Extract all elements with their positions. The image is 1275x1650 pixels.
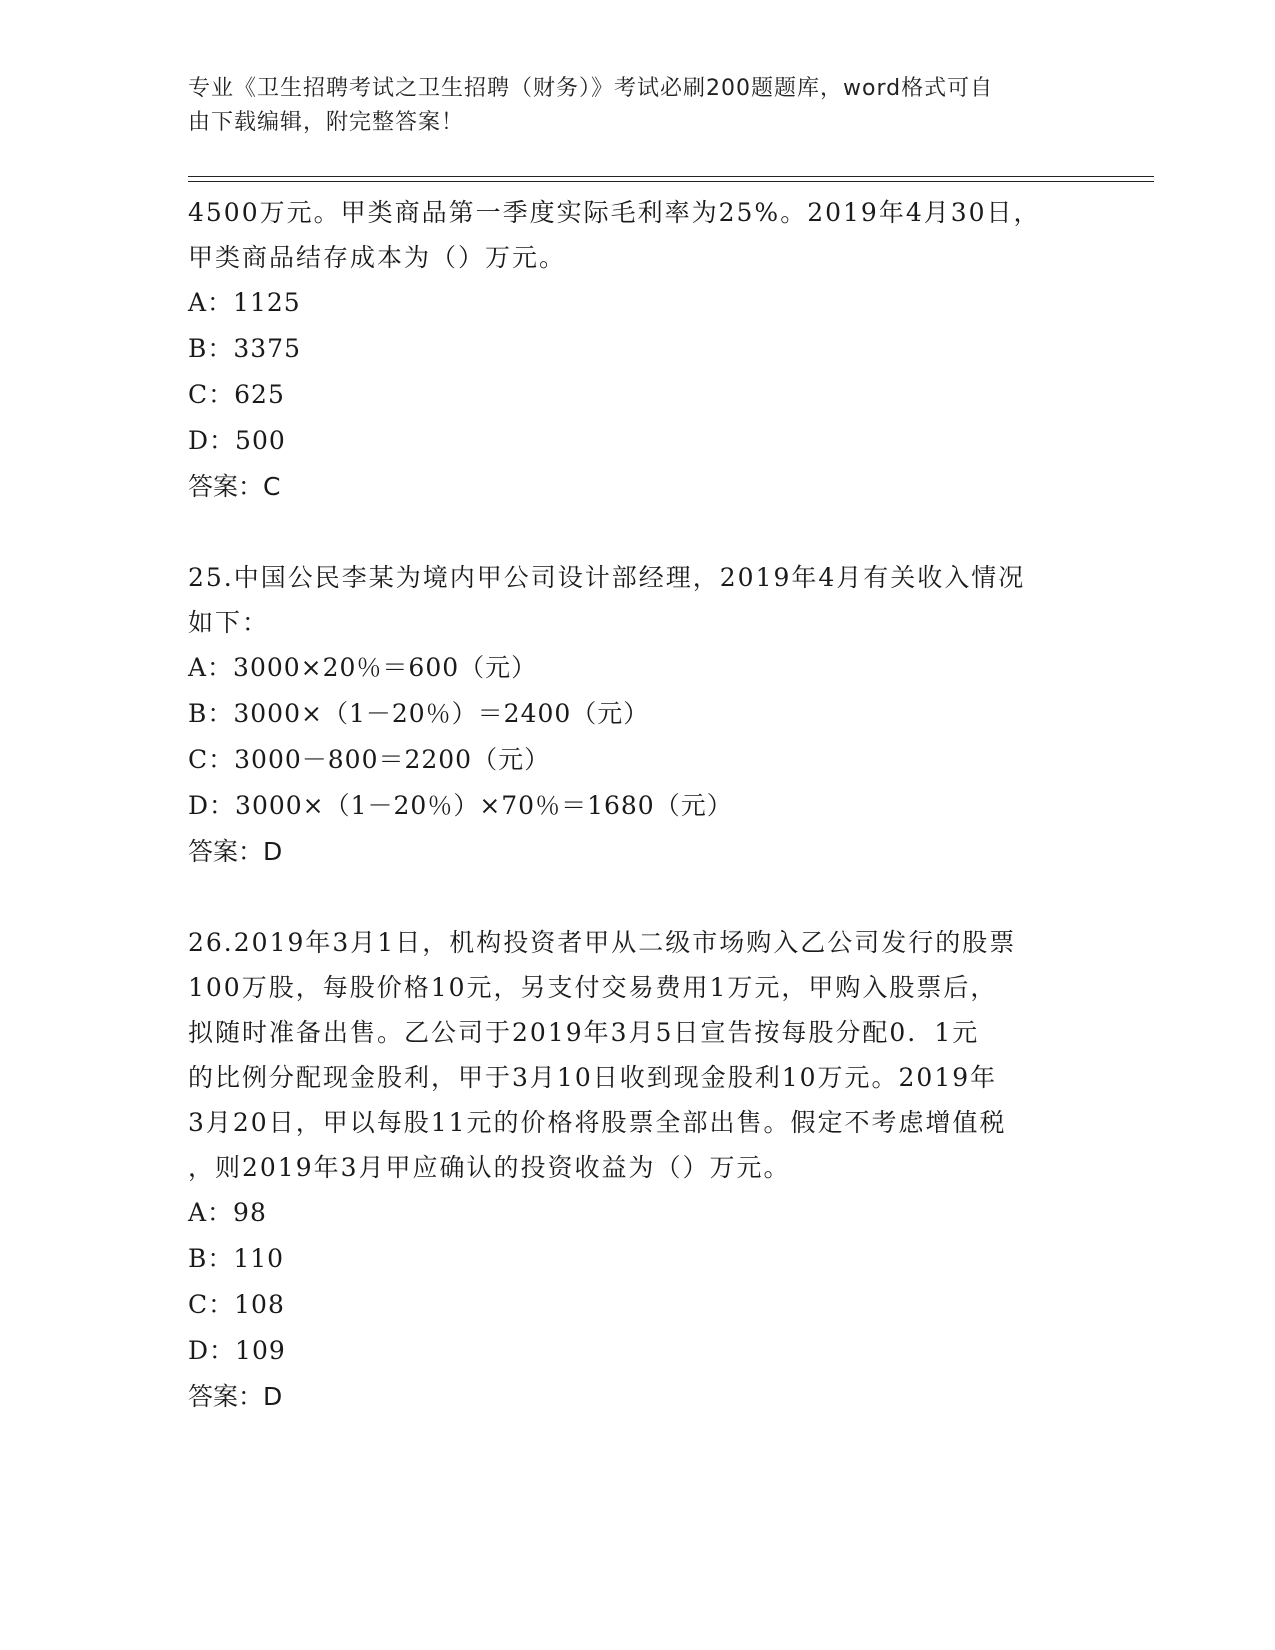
question-text-line: 100万股，每股价格10元，另支付交易费用1万元，甲购入股票后，	[188, 973, 998, 1002]
question-text-line: 4500万元。甲类商品第一季度实际毛利率为25%。2019年4月30日，	[188, 198, 1041, 227]
question-text-line: 25.中国公民李某为境内甲公司设计部经理，2019年4月有关收入情况	[188, 563, 1026, 592]
option-c: C：108	[188, 1290, 285, 1319]
answer-line: 答案：D	[188, 837, 283, 866]
option-c: C：625	[188, 380, 285, 409]
header-line-2: 由下载编辑，附完整答案！	[188, 110, 465, 135]
header-divider-bottom	[188, 181, 1154, 182]
header-divider-top	[188, 176, 1154, 177]
option-c: C：3000－800＝2200（元）	[188, 745, 551, 774]
option-b: B：110	[188, 1244, 285, 1273]
question-block	[188, 190, 1088, 510]
option-b: B：3375	[188, 334, 301, 363]
header-line-1: 专业《卫生招聘考试之卫生招聘（财务）》考试必刷200题题库，word格式可自	[188, 76, 994, 101]
question-text-line: 如下：	[188, 608, 270, 637]
answer-line: 答案：D	[188, 1382, 283, 1411]
question-list	[188, 190, 1088, 1420]
question-text-line: 3月20日，甲以每股11元的价格将股票全部出售。假定不考虑增值税	[188, 1108, 1007, 1137]
option-a: A：3000×20％＝600（元）	[188, 653, 538, 682]
answer-line: 答案：C	[188, 472, 281, 501]
question-text-line: 的比例分配现金股利，甲于3月10日收到现金股利10万元。2019年	[188, 1063, 998, 1092]
option-d: D：3000×（1－20％）×70％＝1680（元）	[188, 791, 733, 820]
option-d: D：500	[188, 426, 286, 455]
option-a: A：1125	[188, 288, 301, 317]
question-text-line: 26.2019年3月1日，机构投资者甲从二级市场购入乙公司发行的股票	[188, 928, 1017, 957]
option-d: D：109	[188, 1336, 286, 1365]
option-a: A：98	[188, 1198, 267, 1227]
question-block	[188, 555, 1088, 875]
question-block	[188, 920, 1088, 1420]
question-text-line: ，则2019年3月甲应确认的投资收益为（）万元。	[188, 1153, 791, 1182]
question-text-line: 拟随时准备出售。乙公司于2019年3月5日宣告按每股分配0．1元	[188, 1018, 980, 1047]
question-text-line: 甲类商品结存成本为（）万元。	[188, 243, 567, 272]
document-header	[188, 72, 1068, 140]
option-b: B：3000×（1－20％）＝2400（元）	[188, 699, 650, 728]
